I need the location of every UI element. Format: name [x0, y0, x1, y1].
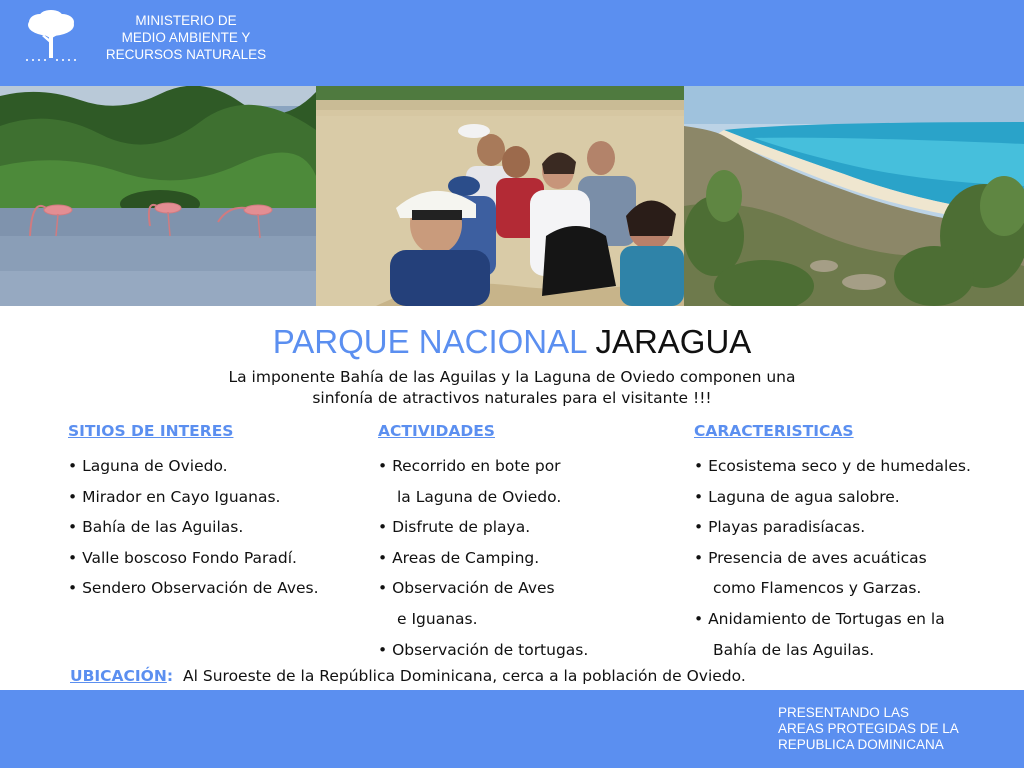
list-item: la Laguna de Oviedo. — [397, 487, 562, 506]
ministry-line: RECURSOS NATURALES — [105, 47, 267, 62]
intro-text — [0, 367, 1024, 409]
column-sitios-de-interes — [68, 421, 319, 604]
list-item: • Mirador en Cayo Iguanas. — [68, 487, 281, 506]
list-item: como Flamencos y Garzas. — [713, 579, 922, 598]
tree-logo-icon — [22, 8, 80, 64]
boat-tourists-photo — [316, 86, 684, 306]
footer-presenting — [778, 705, 1008, 753]
list-item: • Observación de Aves — [378, 579, 555, 598]
list-item: • Recorrido en bote por — [378, 457, 561, 475]
list-item: • Disfrute de playa. — [378, 518, 531, 537]
column-heading: CARACTERISTICAS — [694, 422, 854, 440]
list-item: • Sendero Observación de Aves. — [68, 579, 319, 598]
title-part-park: PARQUE NACIONAL — [272, 323, 587, 360]
ministry-line: MINISTERIO DE — [135, 13, 237, 28]
location-label: UBICACIÓN — [70, 667, 167, 685]
list-item: Bahía de las Aguilas. — [713, 640, 875, 659]
footer-line: REPUBLICA DOMINICANA — [778, 737, 944, 752]
footer-line: AREAS PROTEGIDAS DE LA — [778, 721, 959, 736]
page-title — [0, 322, 1024, 362]
list-item: • Presencia de aves acuáticas — [694, 548, 927, 567]
location-text: Al Suroeste de la República Dominicana, cerca a la población de Oviedo. — [183, 667, 746, 685]
list-item: • Areas de Camping. — [378, 548, 540, 567]
list-item: • Playas paradisíacas. — [694, 518, 866, 537]
location-colon: : — [166, 667, 174, 685]
ministry-name — [96, 12, 276, 63]
list-item: • Valle boscoso Fondo Paradí. — [68, 548, 297, 567]
list-item: • Laguna de Oviedo. — [68, 457, 228, 475]
list-item: • Ecosistema seco y de humedales. — [694, 457, 971, 475]
location-line — [70, 665, 746, 687]
flamingos-lagoon-photo — [0, 86, 316, 306]
intro-line: La imponente Bahía de las Aguilas y la Laguna de Oviedo componen una — [228, 368, 796, 386]
column-heading: ACTIVIDADES — [378, 422, 495, 440]
column-heading: SITIOS DE INTERES — [68, 422, 234, 440]
bay-coast-photo — [684, 86, 1024, 306]
list-item: • Observación de tortugas. — [378, 640, 589, 659]
ministry-line: MEDIO AMBIENTE Y — [121, 30, 251, 45]
list-item: e Iguanas. — [397, 609, 478, 628]
list-item: • Anidamiento de Tortugas en la — [694, 609, 945, 628]
intro-line: sinfonía de atractivos naturales para el visitante !!! — [312, 389, 712, 407]
footer-line: PRESENTANDO LAS — [778, 705, 910, 720]
list-item: • Laguna de agua salobre. — [694, 487, 900, 506]
list-item: • Bahía de las Aguilas. — [68, 518, 244, 537]
title-part-name: JARAGUA — [595, 323, 752, 360]
column-actividades — [378, 421, 588, 665]
column-caracteristicas — [694, 421, 971, 665]
